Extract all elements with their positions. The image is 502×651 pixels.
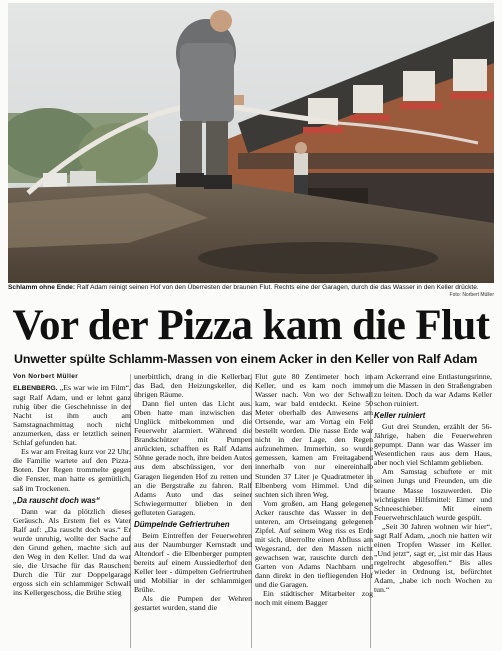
headline: Vor der Pizza kam die Flut	[12, 302, 490, 349]
paragraph: am Ackerrand eine Entlastungsrinne, um die Massen in den Straßengraben zu leiten. Doch da war Adams Keller schon ruiniert.	[374, 372, 492, 409]
paragraph	[13, 383, 131, 447]
caption-text: Ralf Adam reinigt seinen Hof von den Überresten der braunen Flut. Rechts eine der Garagen, durch die das Wasser in den Keller drückte.	[75, 284, 479, 291]
paragraph: unerbittlich, drang in die Kellerbar, das Bad, den Heizungskeller, die übrigen Räume.	[134, 372, 252, 400]
byline: Von Norbert Müller	[13, 373, 79, 380]
intertitle: Keller ruiniert	[374, 411, 426, 421]
article-column-4	[374, 372, 492, 594]
paragraph: Flut gute 80 Zentimeter hoch im Keller, und es kam noch immer Wasser nach. Von wo der Schwall kam, war bald entdeckt. Keine 50 Meter oberhalb des Anwesens am Ortsende, war am Vortag ein Feld bestellt worden. Die nasse Erde war nicht in der Lage, den Regen aufzunehmen. Immerhin, so wurde gemessen, kamen am Freitagabend innerhalb von nur einereinhalb Stunden 37 Liter je Quadratmeter in Elbenberg vom Himmel. Und die suchten sich ihren Weg.	[255, 372, 373, 499]
article-column-3	[255, 372, 373, 607]
subheadline: Unwetter spülte Schlamm-Massen von einem Acker in den Keller von Ralf Adam	[14, 352, 478, 366]
paragraph: Es war am Freitag kurz vor 22 Uhr, die Familie wartete auf den Pizza-Boten. Der Regen trommelte gegen die Fenster, man hatte es gemütlich, saß im Trockenen.	[13, 447, 131, 493]
article-column-1	[13, 372, 131, 597]
paragraph: Dann fiel unten das Licht aus. Oben hatte man inzwischen das Unglück mitbekommen und die Feuerwehr alarmiert. Während die Brandschützer mit Pumpen anrückten, schafften es Ralf Adams Söhne gerade noch, ihre beiden Autos aus dem abschüssigen, vor den Garagen liegenden Hof zu retten und an die Bergstraße zu fahren. Ralf Adams Auto und das seiner Schwiegermutter blieben in den gefluteten Garagen.	[134, 399, 252, 517]
photo-illustration	[8, 3, 494, 283]
paragraph-text: „Es war wie im Film“, sagt Ralf Adam, und er lehnt ganz ruhig über die Geschehnisse in der Nacht ist ihm auch am Samstagnachmittag noch nicht anzumerken, dass er letztlich seinen Schlaf gefunden hat.	[13, 383, 131, 448]
paragraph: Dann war da plötzlich dieses Geräusch. Als Erstem fiel es Vater Ralf auf: „Da rauscht doch was.“ Er wurde unruhig, wollte der Sache auf den Grund gehen, machte sich auf den Weg in den Keller. Und da war sie, die Ursache für das Rauschen: Durch die Tür zur Doppelgarage ergoss sich ein schlammiger Schwall ins Kellergeschoss, die Brühe stieg	[13, 506, 131, 597]
paragraph: „Seit 30 Jahren wohnen wir hier“, sagt Ralf Adam, „noch nie hatten wir einen Tropfen Wasser im Keller. „Und jetzt“, sagt er, „ist mir das Haus regelrecht abgesoffen.“ Bis alles wieder in Ordnung ist, befürchtet Adam, „habe ich noch Wochen zu tun.“	[374, 521, 492, 595]
paragraph: Ein städtischer Mitarbeiter zog noch mit einem Bagger	[255, 589, 373, 608]
article-column-2	[134, 372, 252, 612]
caption-lead: Schlamm ohne Ende:	[8, 284, 76, 291]
intertitle: Dümpelnde Gefriertruhen	[134, 519, 230, 529]
paragraph: Vom großen, am Hang gelegenen Acker rauschte das Wasser in den unteren, am Ortseingang gelegenen Zipfel. Auf seinem Weg riss es Erde mit sich, überrollte einen Abfluss am Wegesrand, der den Massen nicht gewachsen war, rauschte durch den Garten von Adams Nachbarn und dann direkt in den tiefliegenden Hof und die Garagen.	[255, 498, 373, 590]
paragraph: Beim Eintreffen der Feuerwehren aus der Naumburger Kernstadt und Altendorf - die Elbenberger pumpten bereits auf einem Aussiedlerhof den Keller leer - dümpelten Gefriertruhen und Mobiliar in der schlammigen Brühe.	[134, 530, 252, 595]
dateline: ELBENBERG.	[13, 385, 58, 392]
photo-credit: Foto: Norbert Müller	[449, 292, 494, 298]
news-photo	[8, 3, 494, 283]
paragraph: Am Samstag schuftete er mit seinen Jungs und Freunden, um die braune Masse loszuwerden. Die wichtigsten Hilfsmittel: Eimer und Schneeschieber. Mit einem Feuerwehrschlauch wurde gespült.	[374, 467, 492, 522]
photo-caption	[8, 284, 494, 292]
paragraph: Gut drei Stunden, erzählt der 56-Jährige, haben die Feuerwehren gepumpt. Dann war das Wasser im Wesentlichen raus aus dem Haus, aber noch viel Schlamm geblieben.	[374, 422, 492, 468]
intertitle: „Da rauscht doch was“	[13, 495, 100, 505]
paragraph: Als die Pumpen der Wehren gestartet wurden, stand die	[134, 594, 252, 613]
